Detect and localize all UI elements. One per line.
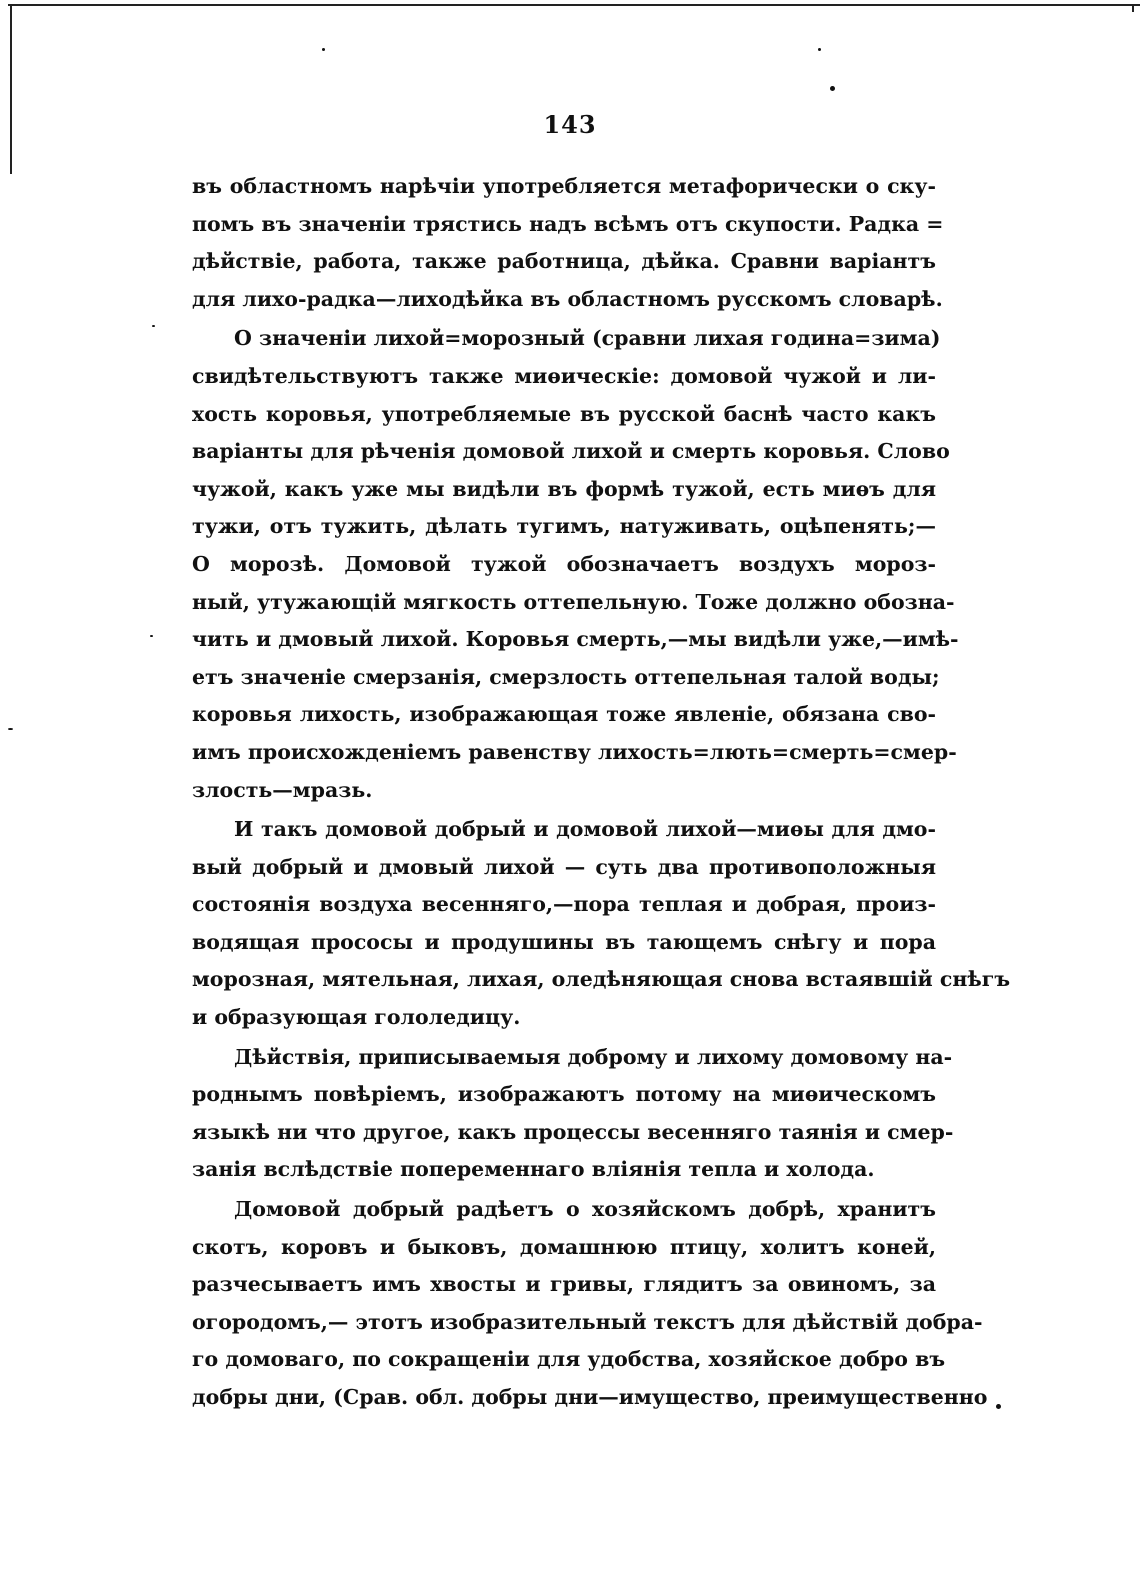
text-line: для лихо-радка—лиходѣйка въ областномъ русскомъ словарѣ. [192, 286, 943, 311]
text-line: варіанты для рѣченія домовой лихой и смерть коровья. Слово [192, 439, 950, 464]
scan-speck [818, 48, 821, 51]
text-line: состоянія воздуха весенняго,—пора теплая и добрая, произ- [192, 892, 936, 917]
paragraph [192, 320, 959, 809]
scan-speck [996, 1404, 1001, 1409]
page-number: 143 [543, 110, 597, 139]
paragraph [192, 811, 1011, 1037]
text-line: чужой, какъ уже мы видѣли въ формѣ тужой, есть миѳъ для [192, 476, 936, 501]
scan-speck [8, 728, 13, 730]
body-text [192, 168, 1011, 1417]
text-line: скотъ, коровъ и быковъ, домашнюю птицу, холитъ коней, [192, 1234, 936, 1259]
text-line: Домовой добрый радѣетъ о хозяйскомъ добрѣ, хранитъ [234, 1197, 936, 1222]
text-line: и образующая гололедицу. [192, 1005, 521, 1030]
text-line: вый добрый и дмовый лихой — суть два противоположныя [192, 854, 936, 879]
text-line: занія вслѣдствіе попеременнаго вліянія тепла и холода. [192, 1157, 875, 1182]
text-line: О значеніи лихой=морозный (сравни лихая година=зима) [234, 326, 941, 351]
text-line: злость—мразь. [192, 777, 373, 802]
text-line: языкѣ ни что другое, какъ процессы весенняго таянія и смер- [192, 1119, 954, 1144]
text-line: водящая прососы и продушины въ тающемъ снѣгу и пора [192, 929, 936, 954]
text-line: чить и дмовый лихой. Коровья смерть,—мы видѣли уже,—имѣ- [192, 627, 959, 652]
text-line: свидѣтельствуютъ также миѳическіе: домовой чужой и ли- [192, 363, 936, 388]
text-line: роднымъ повѣріемъ, изображаютъ потому на миѳическомъ [192, 1082, 936, 1107]
page-top-border [8, 4, 1140, 6]
scan-speck [152, 325, 155, 327]
text-line: помъ въ значеніи трястись надъ всѣмъ отъ скупости. Радка = [192, 211, 944, 236]
text-line: имъ происхожденіемъ равенству лихость=лють=смерть=смер- [192, 739, 957, 764]
paragraph [192, 168, 944, 318]
text-line: разчесываетъ имъ хвосты и гривы, глядитъ за овиномъ, за [192, 1272, 936, 1297]
scan-speck [322, 48, 325, 51]
text-line: етъ значеніе смерзанія, смерзлость оттепельная талой воды; [192, 664, 940, 689]
text-line: морозная, мятельная, лихая, оледѣняющая снова встаявшій снѣгъ [192, 967, 1011, 992]
text-line: добры дни, (Срав. обл. добры дни—имущество, преимущественно [192, 1385, 988, 1409]
text-line: коровья лихость, изображающая тоже явленіе, обязана сво- [192, 702, 936, 727]
text-line: дѣйствіе, работа, также работница, дѣйка. Сравни варіантъ [192, 249, 936, 274]
text-line: И такъ домовой добрый и домовой лихой—миѳы для дмо- [234, 817, 936, 842]
page-left-border [10, 4, 12, 174]
text-line: Дѣйствія, приписываемыя доброму и лихому домовому на- [234, 1044, 953, 1069]
text-line: огородомъ,— этотъ изобразительный текстъ для дѣйствій добра- [192, 1309, 983, 1334]
text-line: хость коровья, употребляемые въ русской баснѣ часто какъ [192, 401, 936, 426]
text-line: О морозѣ. Домовой тужой обозначаетъ воздухъ мороз- [192, 551, 936, 576]
text-line: го домоваго, по сокращеніи для удобства, хозяйское добро въ [192, 1347, 946, 1372]
scan-speck [830, 86, 835, 91]
text-line: въ областномъ нарѣчіи употребляется метафорически о ску- [192, 174, 936, 198]
text-line: ный, утужающій мягкость оттепельную. Тоже должно обозна- [192, 589, 955, 614]
page-right-tick [1132, 4, 1134, 12]
paragraph [192, 1191, 988, 1417]
text-line: тужи, отъ тужить, дѣлать тугимъ, натуживать, оцѣпенять;— [192, 514, 936, 539]
paragraph [192, 1039, 954, 1189]
scan-speck [150, 635, 153, 637]
